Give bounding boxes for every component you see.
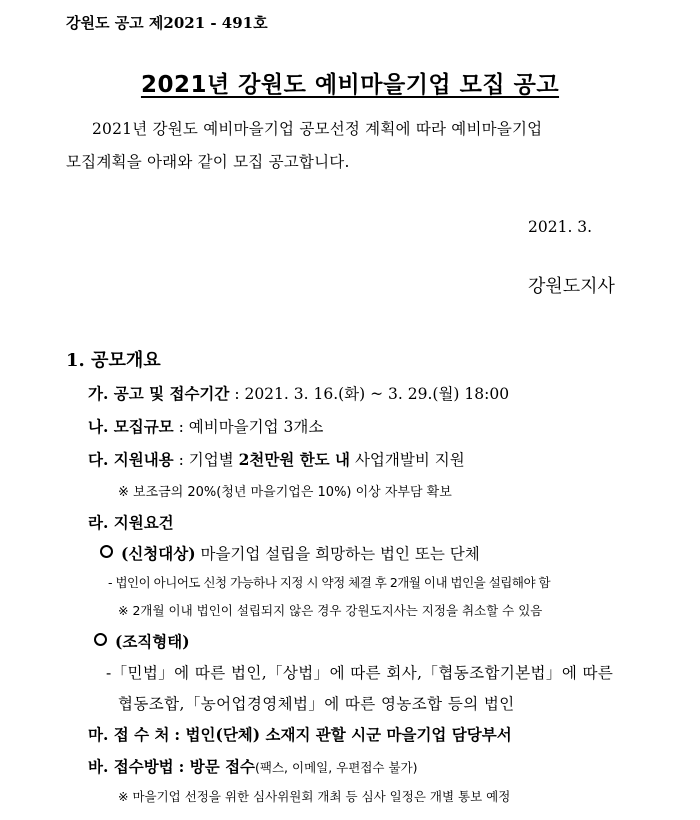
org-line-1: -「민법」에 따른 법인,「상법」에 따른 회사,「협동조합기본법」에 따른 — [106, 664, 614, 682]
item-da-label: 다. 지원내용 — [88, 450, 174, 469]
item-ba-value-note: (팩스, 이메일, 우편접수 불가) — [255, 760, 418, 775]
item-da — [88, 448, 465, 470]
target-item — [100, 542, 480, 564]
section-heading: 1. 공모개요 — [66, 350, 161, 371]
target-text: 마을기업 설립을 희망하는 법인 또는 단체 — [195, 545, 480, 563]
item-ba-value: : 방문 접수 — [178, 757, 256, 776]
org-label: (조직형태) — [115, 632, 190, 651]
org-line-2: 협동조합,「농어업경영체법」에 따른 영농조합 등의 법인 — [118, 695, 515, 713]
page-title-text: 2021년 강원도 예비마을기업 모집 공고 — [140, 72, 560, 98]
item-na-label: 나. 모집규모 — [88, 417, 174, 436]
item-ba-label: 바. 접수방법 — [88, 757, 174, 776]
intro-line-2: 모집계획을 아래와 같이 모집 공고합니다. — [66, 153, 350, 171]
item-da-note: ※ 보조금의 20%(청년 마을기업은 10%) 이상 자부담 확보 — [118, 485, 452, 500]
issuer-name: 강원도지사 — [528, 276, 615, 297]
target-sub: - 법인이 아니어도 신청 가능하나 지정 시 약정 체결 후 2개월 이내 법인을 설립해야 함 — [108, 575, 551, 590]
item-na — [88, 415, 323, 437]
item-ba — [88, 755, 417, 777]
item-da-bold: 2천만원 한도 내 — [238, 450, 351, 469]
document-number: 강원도 공고 제2021 - 491호 — [66, 14, 268, 32]
intro-line-1: 2021년 강원도 예비마을기업 공모선정 계획에 따라 예비마을기업 — [92, 120, 543, 138]
item-ra-label: 라. 지원요건 — [88, 513, 174, 532]
item-ga-value: : 2021. 3. 16.(화) ~ 3. 29.(월) 18:00 — [234, 385, 510, 403]
circle-bullet-icon — [100, 545, 113, 558]
item-na-value: : 예비마을기업 3개소 — [178, 418, 324, 436]
item-ma — [88, 723, 512, 745]
announcement-date: 2021. 3. — [528, 218, 593, 236]
item-ma-value: : 법인(단체) 소재지 관할 시군 마을기업 담당부서 — [174, 725, 512, 744]
page-title — [0, 66, 700, 99]
target-note: ※ 2개월 이내 법인이 설립되지 않은 경우 강원도지사는 지정을 취소할 수 있음 — [118, 603, 543, 618]
item-da-pre: : 기업별 — [178, 451, 239, 469]
item-ga-label: 가. 공고 및 접수기간 — [88, 384, 230, 403]
item-ba-note: ※ 마을기업 선정을 위한 심사위원회 개최 등 심사 일정은 개별 통보 예정 — [118, 789, 511, 804]
circle-bullet-icon — [94, 633, 107, 646]
item-ga — [88, 382, 509, 404]
item-ma-label: 마. 접 수 처 — [88, 725, 170, 744]
target-label: (신청대상) — [121, 544, 196, 563]
item-da-post: 사업개발비 지원 — [350, 451, 465, 469]
org-item — [94, 630, 190, 652]
